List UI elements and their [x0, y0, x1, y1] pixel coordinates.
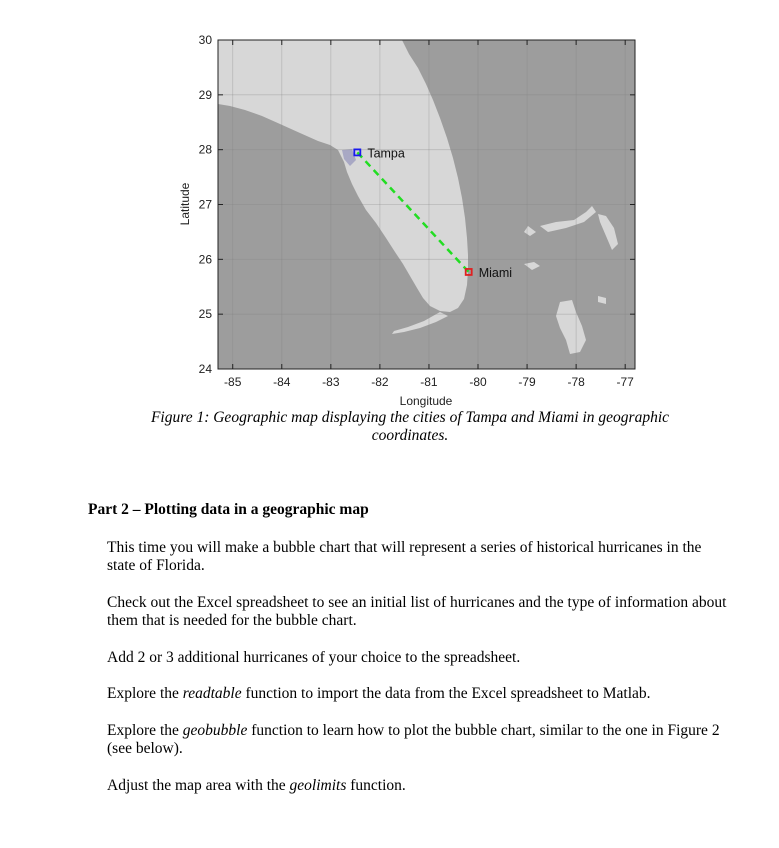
geographic-map-figure — [0, 0, 779, 410]
text: Explore the — [107, 722, 183, 739]
y-axis-label: Latitude — [178, 182, 192, 226]
x-tick-labels — [224, 375, 634, 389]
paragraph-readtable — [107, 685, 727, 703]
paragraph-intro: This time you will make a bubble chart that will represent a series of historical hurricanes in the state of Florida. — [107, 539, 702, 574]
figure-caption: Figure 1: Geographic map displaying the cities of Tampa and Miami in geographic coordinates. — [150, 409, 670, 444]
x-tick-label: -85 — [224, 375, 242, 389]
x-tick-label: -77 — [616, 375, 634, 389]
y-tick-label: 27 — [198, 197, 212, 212]
section-heading: Part 2 – Plotting data in a geographic map — [88, 501, 369, 518]
x-tick-label: -84 — [273, 375, 291, 389]
text: function. — [346, 777, 406, 794]
x-tick-label: -83 — [322, 375, 340, 389]
x-axis-label: Longitude — [399, 394, 453, 408]
x-tick-label: -79 — [518, 375, 536, 389]
y-tick-label: 30 — [198, 33, 212, 47]
x-tick-label: -82 — [371, 375, 389, 389]
y-tick-label: 29 — [198, 87, 212, 102]
y-tick-labels — [199, 33, 213, 376]
text: Explore the — [107, 685, 183, 702]
paragraph-spreadsheet: Check out the Excel spreadsheet to see an initial list of hurricanes and the type of information about them that is needed for the bubble chart. — [107, 594, 727, 629]
x-tick-label: -81 — [420, 375, 438, 389]
y-tick-label: 26 — [198, 252, 212, 267]
text: function to learn how to plot the bubble chart, similar to the one in Figure 2 (see below). — [107, 722, 720, 757]
text: function to import the data from the Excel spreadsheet to Matlab. — [241, 685, 651, 702]
function-name-geolimits: geolimits — [289, 777, 347, 794]
paragraph-add-hurricanes: Add 2 or 3 additional hurricanes of your choice to the spreadsheet. — [107, 649, 521, 666]
function-name-readtable: readtable — [182, 685, 242, 702]
function-name-geobubble: geobubble — [182, 722, 248, 739]
text: Adjust the map area with the — [107, 777, 290, 794]
x-tick-label: -78 — [567, 375, 585, 389]
y-tick-label: 25 — [198, 307, 212, 322]
miami-label: Miami — [478, 265, 513, 280]
paragraph-geobubble — [107, 722, 727, 758]
x-tick-label: -80 — [469, 375, 487, 389]
tampa-label: Tampa — [367, 146, 405, 161]
paragraph-geolimits — [107, 777, 727, 795]
y-tick-label: 28 — [198, 142, 212, 157]
y-tick-label: 24 — [198, 362, 212, 376]
